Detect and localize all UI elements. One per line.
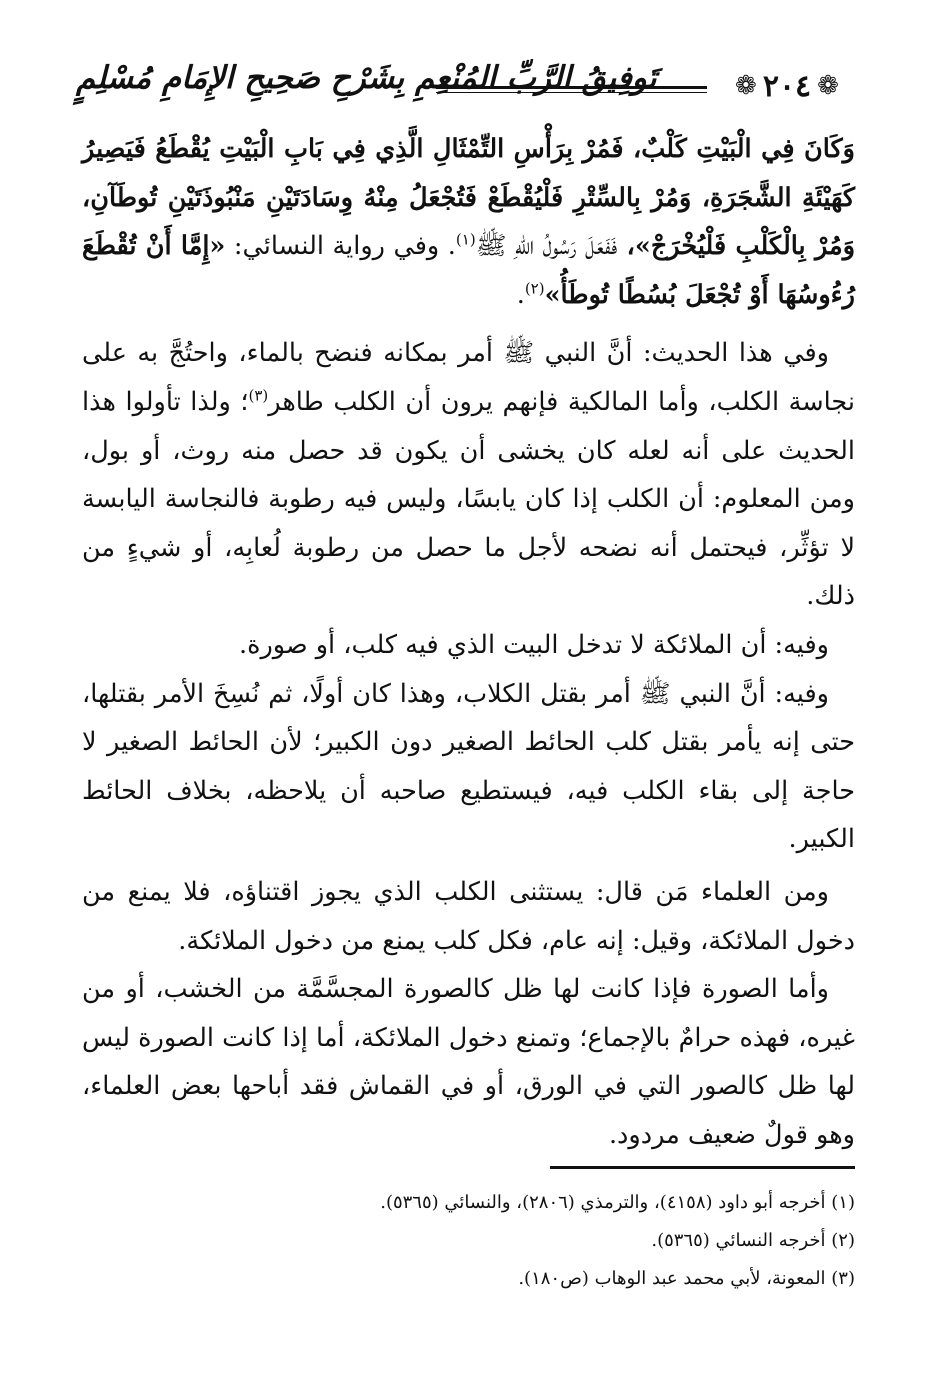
hadith-part-4: «إِمَّا أَنْ تُقْطَعَ رُءُوسُهَا أَوْ تُجْعَلَ بُسُطًا تُوطَأُ» (82, 231, 855, 310)
ornament-icon: ❁ (735, 71, 757, 101)
page-number: ٢٠٤ (762, 68, 812, 104)
page-header (76, 58, 857, 122)
footnote-3: (٣) المعونة، لأبي محمد عبد الوهاب (ص١٨٠). (518, 1268, 855, 1289)
footnote-ref-2: (٢) (524, 279, 545, 298)
paragraph-5: وأما الصورة فإذا كانت لها ظل كالصورة المجسَّمَّة من الخشب، أو من غيره، فهذه حرامٌ بالإجماع؛ وتمنع دخول الملائكة، أما إذا كانت الصورة ليس لها ظل كالصور التي في الورق، أو في القماش فقد أباحها بعض العلماء، وهو قولٌ ضعيف مردود. (82, 974, 855, 1150)
paragraph-3: وفيه: أنَّ النبي ﷺ أمر بقتل الكلاب، وهذا كان أولًا، ثم نُسِخَ الأمر بقتلها، حتى إنه يأمر بقتل كلب الحائط الصغير دون الكبير؛ لأن الحائط الصغير لا حاجة إلى بقاء الكلب فيه، فيستطيع صاحبه أن يلاحظه، بخلاف الحائط الكبير. (82, 678, 855, 855)
paragraph-1-b: ؛ ولذا تأولوا هذا الحديث على أنه لعله كان يخشى أن يكون قد حصل منه روث، أو بول، ومن المعلوم: أن الكلب إذا كان يابسًا، وليس فيه رطوبة فالنجاسة اليابسة لا تؤثِّر، فيحتمل أنه نضحه لأجل ما حصل من رطوبة لُعابِه، أو شيءٍ من ذلك. (82, 386, 855, 612)
hadith-part-3: . وفي رواية النسائي: (225, 231, 456, 262)
footnote-1: (١) أخرجه أبو داود (٤١٥٨)، والترمذي (٢٨٠٦)، والنسائي (٥٣٦٥). (380, 1192, 855, 1213)
main-text (82, 125, 855, 1159)
hadith-part-2: فَفَعَلَ رَسُولُ اللهِ ﷺ (475, 231, 618, 262)
paragraph-1 (82, 329, 855, 621)
header-rule (436, 86, 707, 93)
paragraph-2: وفيه: أن الملائكة لا تدخل البيت الذي فيه كلب، أو صورة. (239, 629, 829, 660)
hadith-end: . (516, 279, 525, 310)
footnote-2: (٢) أخرجه النسائي (٥٣٦٥). (651, 1230, 855, 1251)
footnotes (82, 1184, 855, 1298)
running-title: تَوفِيقُ الرَّبِّ المُنْعِمِ بِشَرْحِ صَحِيحِ الإِمَامِ مُسْلِمٍ (76, 60, 657, 96)
hadith-part-1: وَكَانَ فِي الْبَيْتِ كَلْبٌ، فَمُرْ بِرَأْسِ التِّمْثَالِ الَّذِي فِي بَابِ الْبَيْتِ يُقْطَعُ فَيَصِيرُ كَهَيْئَةِ الشَّجَرَةِ، وَمُرْ بِالسِّتْرِ فَلْيُقْطَعْ فَتُجْعَلُ مِنْهُ وِسَادَتَيْنِ مَنْبُوذَتَيْنِ تُوطَآنِ، وَمُرْ بِالْكَلْبِ فَلْيُخْرَجْ»، (82, 134, 856, 262)
hadith-excerpt (82, 125, 855, 319)
page-number-box (717, 62, 857, 110)
paragraph-4: ومن العلماء مَن قال: يستثنى الكلب الذي يجوز اقتناؤه، فلا يمنع من دخول الملائكة، وقيل: إنه عام، فكل كلب يمنع من دخول الملائكة. (82, 876, 855, 956)
ornament-icon: ❁ (817, 71, 839, 101)
paragraph-1-a: وفي هذا الحديث: أنَّ النبي ﷺ أمر بمكانه فنضح بالماء، واحتُجَّ به على نجاسة الكلب، وأما المالكية فإنهم يرون أن الكلب طاهر (82, 338, 855, 417)
footnote-rule (550, 1166, 855, 1169)
footnote-ref-3: (٣) (248, 386, 269, 405)
footnote-ref-1: (١) (455, 230, 476, 249)
